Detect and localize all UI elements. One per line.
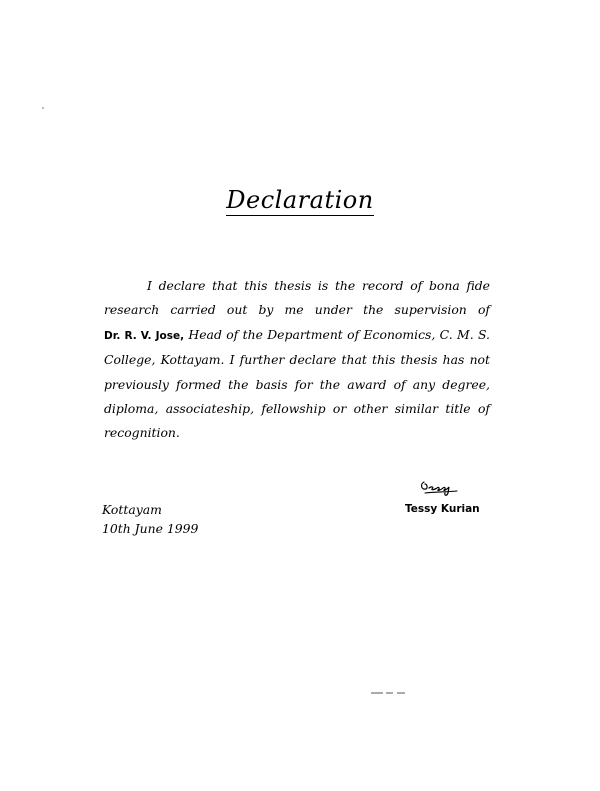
signer-name: Tessy Kurian	[405, 503, 480, 515]
page-title	[0, 186, 600, 214]
paragraph-line-5: previously formed the basis for the award of any degree,	[104, 376, 490, 392]
page-title-text: Declaration	[226, 186, 374, 214]
paragraph-line-3-text: Head of the Department of Economics, C. M. S.	[188, 326, 490, 342]
paragraph-line-1: I declare that this thesis is the record of bona fide	[147, 278, 490, 293]
scan-artifact	[371, 692, 405, 694]
paragraph-line-6: diploma, associateship, fellowship or other similar title of	[104, 401, 490, 417]
supervisor-name: Dr. R. V. Jose,	[104, 329, 185, 342]
paragraph-line-3	[104, 323, 490, 348]
paragraph-line-7: recognition.	[104, 425, 180, 441]
handwritten-signature	[418, 478, 460, 500]
place-text: Kottayam	[102, 502, 162, 517]
place-date-block	[102, 500, 198, 538]
declaration-paragraph	[104, 274, 490, 446]
date-text: 10th June 1999	[102, 521, 199, 536]
paragraph-line-2: research carried out by me under the supervision of	[104, 302, 490, 318]
paragraph-line-4: College, Kottayam. I further declare that this thesis has not	[104, 352, 490, 368]
scan-speck	[42, 107, 44, 109]
